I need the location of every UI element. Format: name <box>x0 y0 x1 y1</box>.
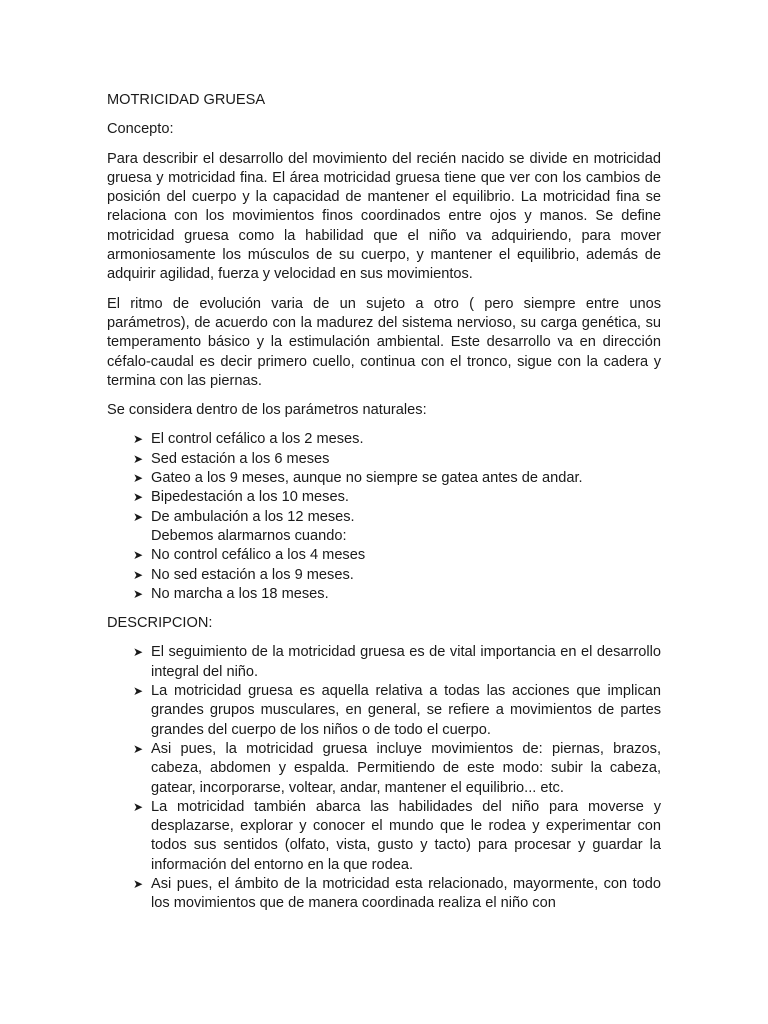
alarm-heading: Debemos alarmarnos cuando: <box>151 527 347 544</box>
list-item: ➤ No control cefálico a los 4 meses <box>107 546 661 565</box>
list-item: ➤ La motricidad también abarca las habilidades del niño para moverse y desplazarse, explorar y conocer el mundo que le rodea y experimentar con todos sus sentidos (olfato, vista, gusto y tacto) para procesar y guardar la información del entorno en la que rodea. <box>133 798 661 873</box>
arrowhead-bullet-icon: ➤ <box>133 876 144 891</box>
document-title: MOTRICIDAD GRUESA <box>107 92 266 108</box>
list-item: ➤ Sed estación a los 6 meses <box>107 450 661 469</box>
arrowhead-bullet-icon: ➤ <box>133 509 144 524</box>
list-item: ➤ Asi pues, la motricidad gruesa incluye movimientos de: piernas, brazos, cabeza, abdomen y espalda. Permitiendo de este modo: subir la cabeza, gatear, incorporarse, voltear, andar, mantener el equilibrio... etc. <box>133 740 661 796</box>
milestones-list <box>107 430 661 604</box>
arrowhead-bullet-icon: ➤ <box>133 586 144 601</box>
paragraph-rhythm: El ritmo de evolución varia de un sujeto a otro ( pero siempre entre unos parámetros), de acuerdo con la madurez del sistema nervioso, su carga genética, su temperamento básico y la estimulación ambiental. Este desarrollo va en dirección céfalo-caudal es decir primero cuello, continua con el tronco, sigue con la cadera y termina con las piernas. <box>107 295 661 389</box>
descripcion-heading: DESCRIPCION: <box>107 615 213 632</box>
arrowhead-bullet-icon: ➤ <box>133 645 144 660</box>
list-item: ➤ Bipedestación a los 10 meses. <box>107 488 661 507</box>
list-item: ➤ La motricidad gruesa es aquella relativa a todas las acciones que implican grandes grupos musculares, en general, se refiere a movimientos de partes grandes del cuerpo de los niños o de todo el cuerpo. <box>133 683 661 738</box>
descripcion-list <box>107 643 661 913</box>
paragraph-parameters-intro: Se considera dentro de los parámetros naturales: <box>107 402 427 419</box>
list-item: ➤ El seguimiento de la motricidad gruesa es de vital importancia en el desarrollo integral del niño. <box>133 644 661 680</box>
list-item: ➤ No marcha a los 18 meses. <box>107 585 661 604</box>
arrowhead-bullet-icon: ➤ <box>133 684 144 699</box>
paragraph-definition: Para describir el desarrollo del movimiento del recién nacido se divide en motricidad gruesa y motricidad fina. El área motricidad gruesa tiene que ver con los cambios de posición del cuerpo y la capacidad de mantener el equilibrio. La motricidad fina se relaciona con los movimientos finos coordinados entre ojos y manos. Se define motricidad gruesa como la habilidad que el niño va adquiriendo, para mover armoniosamente los músculos de su cuerpo, y mantener el equilibrio, además de adquirir agilidad, fuerza y velocidad en sus movimientos. <box>107 150 661 283</box>
list-item: ➤ No sed estación a los 9 meses. <box>107 566 661 585</box>
document-page <box>107 91 661 924</box>
arrowhead-bullet-icon: ➤ <box>133 799 144 814</box>
arrowhead-bullet-icon: ➤ <box>133 432 144 447</box>
list-item: ➤ Asi pues, el ámbito de la motricidad esta relacionado, mayormente, con todo los movimientos que de manera coordinada realiza el niño con <box>133 875 661 912</box>
arrowhead-bullet-icon: ➤ <box>133 471 144 486</box>
list-item: ➤ El control cefálico a los 2 meses. <box>107 430 661 449</box>
list-item: ➤ Gateo a los 9 meses, aunque no siempre se gatea antes de andar. <box>107 469 661 488</box>
list-item: ➤ De ambulación a los 12 meses. <box>107 508 661 527</box>
arrowhead-bullet-icon: ➤ <box>133 451 144 466</box>
arrowhead-bullet-icon: ➤ <box>133 490 144 505</box>
arrowhead-bullet-icon: ➤ <box>133 548 144 563</box>
arrowhead-bullet-icon: ➤ <box>133 567 144 582</box>
arrowhead-bullet-icon: ➤ <box>133 741 144 756</box>
concepto-heading: Concepto: <box>107 121 174 138</box>
